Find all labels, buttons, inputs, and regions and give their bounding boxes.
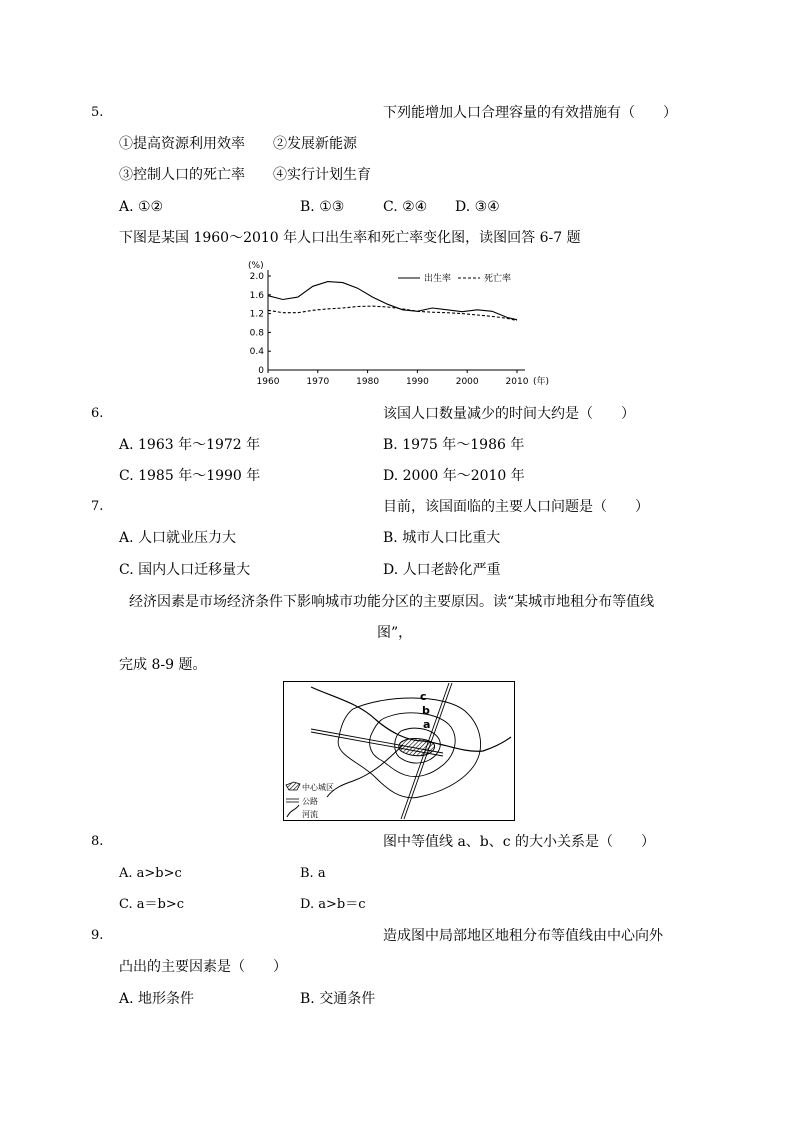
- q5-option-a: A. ①②: [119, 199, 164, 215]
- q9-option-a: A. 地形条件: [119, 991, 195, 1007]
- x-axis-label: (年): [533, 377, 550, 387]
- contour-label-c: c: [420, 690, 427, 703]
- q5-item-3: ③控制人口的死亡率: [119, 167, 245, 183]
- q5-stem: 下列能增加人口合理容量的有效措施有（ ）: [383, 105, 677, 121]
- q5-item-1: ①提高资源利用效率: [119, 136, 245, 152]
- q7-option-d: D. 人口老龄化严重: [383, 562, 501, 578]
- q6-stem: 该国人口数量减少的时间大约是（ ）: [383, 406, 635, 422]
- x-tick-label: 1960: [256, 377, 280, 387]
- birth-death-rate-chart: [240, 258, 550, 390]
- q6-option-b: B. 1975 年～1986 年: [383, 437, 525, 453]
- intro-6-7: 下图是某国 1960～2010 年人口出生率和死亡率变化图，读图回答 6-7 题: [119, 230, 581, 246]
- legend-river: 河流: [302, 810, 318, 819]
- land-rent-contour-map: [283, 681, 515, 821]
- q5-item-4: ④实行计划生育: [273, 167, 371, 183]
- q9-option-b: B. 交通条件: [300, 991, 376, 1007]
- q7-option-a: A. 人口就业压力大: [119, 530, 237, 546]
- intro-8-9-line3: 完成 8-9 题。: [119, 657, 207, 673]
- q5-option-b: B. ①③: [300, 199, 345, 215]
- q5-item-2: ②发展新能源: [273, 136, 357, 152]
- q8-stem: 图中等值线 a、b、c 的大小关系是（ ）: [383, 834, 656, 850]
- q7-option-b: B. 城市人口比重大: [383, 530, 501, 546]
- q5-option-d: D. ③④: [455, 199, 500, 215]
- q9-stem-line2: 凸出的主要因素是（ ）: [119, 959, 287, 975]
- q6-option-c: C. 1985 年～1990 年: [119, 468, 261, 484]
- legend-label-death-rate: 死亡率: [484, 274, 512, 284]
- q8-option-c: C. a＝b>c: [119, 897, 184, 912]
- y-axis-label: (%): [248, 261, 264, 271]
- q9-number: 9.: [91, 928, 104, 943]
- q6-option-d: D. 2000 年～2010 年: [383, 468, 525, 484]
- q5-number: 5.: [91, 105, 104, 120]
- legend-label-birth-rate: 出生率: [424, 274, 452, 284]
- y-tick-label: 2.0: [249, 272, 264, 282]
- q8-number: 8.: [91, 834, 104, 849]
- x-tick-label: 2010: [505, 377, 529, 387]
- x-tick-label: 1970: [306, 377, 330, 387]
- q6-number: 6.: [91, 406, 104, 421]
- legend-road: 公路: [302, 797, 318, 806]
- q8-option-b: B. a: [300, 866, 326, 881]
- q5-option-c: C. ②④: [383, 199, 428, 215]
- y-tick-label: 1.6: [249, 290, 264, 301]
- intro-8-9-line1: 经济因素是市场经济条件下影响城市功能分区的主要原因。读“某城市地租分布等值线: [129, 594, 655, 610]
- contour-label-b: b: [422, 704, 430, 717]
- y-tick-label: 0.4: [249, 347, 264, 358]
- x-tick-label: 2000: [455, 377, 479, 387]
- series-line-death-rate: [268, 306, 517, 321]
- q8-option-d: D. a>b＝c: [300, 897, 366, 912]
- q6-option-a: A. 1963 年～1972 年: [119, 437, 261, 453]
- legend-center: 中心城区: [302, 783, 334, 792]
- x-tick-label: 1990: [405, 377, 429, 387]
- x-tick-label: 1980: [356, 377, 380, 387]
- y-tick-label: 0: [258, 366, 264, 376]
- q8-option-a: A. a>b>c: [119, 866, 182, 881]
- q9-stem-line1: 造成图中局部地区地租分布等值线由中心向外: [383, 928, 663, 944]
- contour-label-a: a: [423, 718, 431, 731]
- series-line-birth-rate: [268, 282, 517, 320]
- y-tick-label: 1.2: [249, 309, 264, 320]
- q7-stem: 目前，该国面临的主要人口问题是（ ）: [383, 499, 649, 515]
- y-tick-label: 0.8: [249, 328, 264, 339]
- q7-number: 7.: [91, 499, 104, 514]
- q7-option-c: C. 国内人口迁移量大: [119, 562, 251, 578]
- intro-8-9-line2: 图”，: [377, 625, 413, 641]
